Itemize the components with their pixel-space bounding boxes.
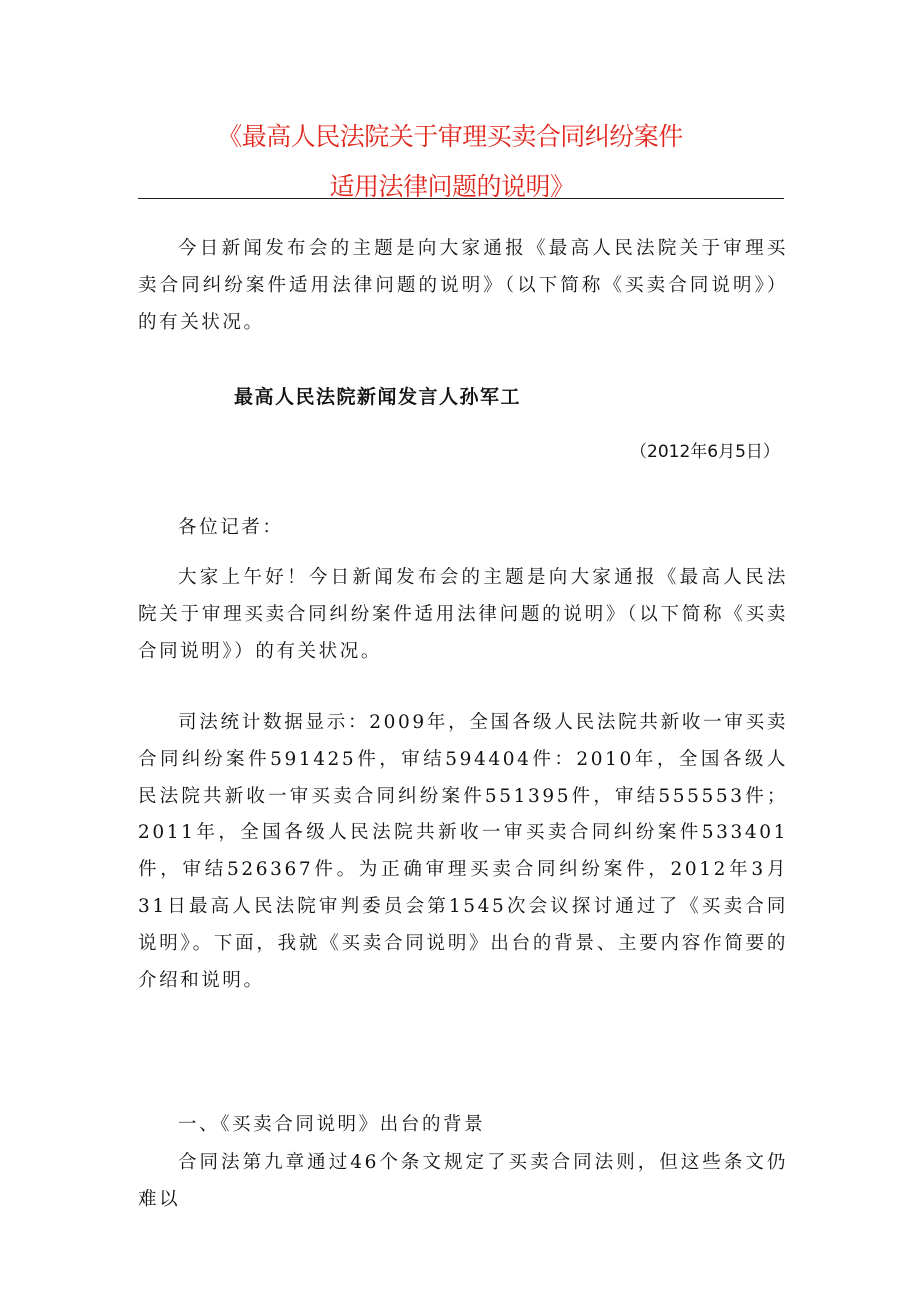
document-title-line-2: 适用法律问题的说明》 [329,172,575,201]
document-title-line-1: 《最高人民法院关于审理买卖合同纠纷案件 [217,122,683,151]
section-heading-background: 一、《买卖合同说明》出台的背景 [178,1114,486,1135]
background-paragraph: 合同法第九章通过46个条文规定了买卖合同法则，但这些条文仍难以 [138,1152,788,1210]
intro-paragraph: 今日新闻发布会的主题是向大家通报《最高人民法院关于审理买卖合同纠纷案件适用法律问题的说明》（以下简称《买卖合同说明》）的有关状况。 [138,238,788,333]
date-line: （2012年6月5日） [630,442,780,462]
statistics-paragraph: 司法统计数据显示：2009年，全国各级人民法院共新收一审买卖合同纠纷案件591425件，审结594404件：2010年，全国各级人民法院共新收一审买卖合同纠纷案件551395件，审结555553件；2011年，全国各级人民法院共新收一审买卖合同纠纷案件533401件，审结526367件。为正确审理买卖合同纠纷案件，2012年3月31日最高人民法院审判委员会第1545次会议探讨通过了《买卖合同说明》。下面，我就《买卖合同说明》出台的背景、主要内容作简要的介绍和说明。 [138,712,788,991]
title-divider [138,198,784,199]
speaker-line: 最高人民法院新闻发言人孙军工 [234,386,522,408]
greeting: 各位记者： [178,517,284,538]
opening-paragraph: 大家上午好！今日新闻发布会的主题是向大家通报《最高人民法院关于审理买卖合同纠纷案件适用法律问题的说明》（以下简称《买卖合同说明》）的有关状况。 [138,567,788,662]
